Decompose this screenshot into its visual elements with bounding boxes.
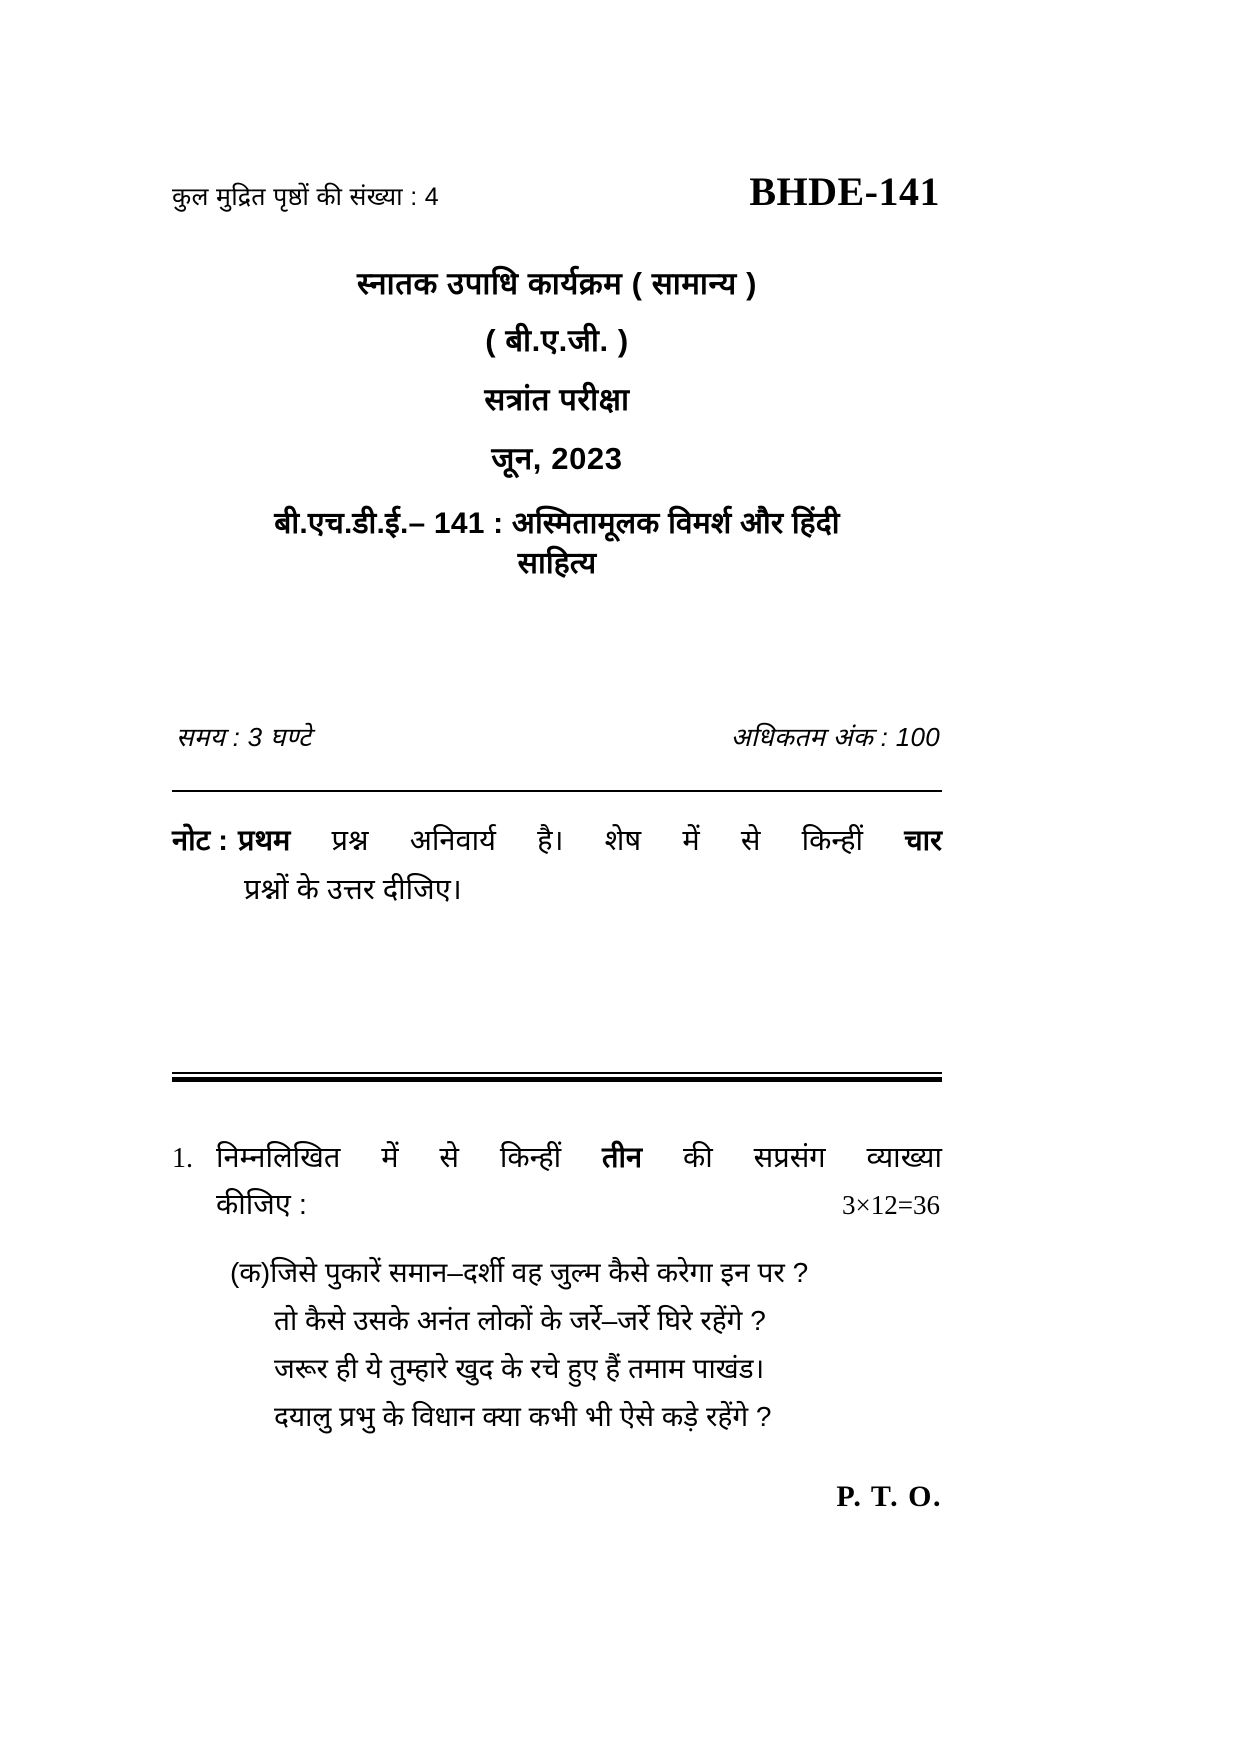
page-header <box>172 168 942 215</box>
question-1-text-part2: की सप्रसंग व्याख्या <box>682 1142 942 1174</box>
question-1-continuation: कीजिए : <box>216 1188 307 1221</box>
question-1-text-part1: निम्नलिखित में से किन्हीं <box>216 1142 562 1174</box>
divider-thick-line <box>172 1077 942 1082</box>
question-1-bold-word: तीन <box>602 1142 643 1174</box>
exam-duration: समय : 3 घण्टे <box>176 722 312 752</box>
question-list <box>172 1135 942 1442</box>
question-1-stanza-ka <box>230 1249 942 1442</box>
divider-thin-line <box>172 1072 942 1074</box>
note-text <box>238 818 942 865</box>
exam-note-block <box>172 818 942 914</box>
programme-name: स्नातक उपाधि कार्यक्रम ( सामान्य ) <box>356 266 758 301</box>
exam-type: सत्रांत परीक्षा <box>484 382 630 417</box>
programme-abbreviation: ( बी.ए.जी. ) <box>485 323 629 358</box>
stanza-line-2: तो कैसे उसके अनंत लोकों के जर्रे–जर्रे घिरे रहेंगे ? <box>274 1305 766 1337</box>
note-label: नोट : <box>172 825 228 857</box>
printed-pages-count: कुल मुद्रित पृष्ठों की संख्या : 4 <box>172 183 439 211</box>
course-code: BHDE-141 <box>749 169 940 214</box>
stanza-line-1: जिसे पुकारें समान–दर्शी वह जुल्म कैसे करेगा इन पर ? <box>270 1256 809 1288</box>
page-turn-over-label: P. T. O. <box>836 1480 942 1513</box>
note-second-line: प्रश्नों के उत्तर दीजिए। <box>244 873 462 906</box>
question-1-text <box>216 1135 942 1182</box>
note-bold-second: चार <box>904 825 942 857</box>
paper-title <box>172 504 942 583</box>
exam-maximum-marks: अधिकतम अंक : 100 <box>730 722 940 752</box>
question-1 <box>172 1135 942 1182</box>
paper-title-line-1: बी.एच.डी.ई.– 141 : अस्मितामूलक विमर्श और हिंदी <box>274 507 840 540</box>
note-first-line <box>172 818 942 865</box>
stanza-remaining-lines <box>274 1297 942 1441</box>
divider-above-note <box>172 790 942 792</box>
stanza-line-3: जरूर ही ये तुम्हारे खुद के रचे हुए हैं तमाम पाखंड। <box>274 1353 765 1385</box>
exam-title-block <box>172 268 942 583</box>
exam-session: जून, 2023 <box>491 441 623 476</box>
divider-double <box>172 1072 942 1080</box>
exam-meta-row <box>172 718 942 754</box>
question-1-continuation-row <box>216 1182 942 1229</box>
note-bold-first: प्रथम <box>237 825 291 857</box>
question-1-number: 1. <box>172 1143 193 1174</box>
paper-title-line-2: साहित्य <box>517 546 597 580</box>
note-text-part1: प्रश्न अनिवार्य है। शेष में से किन्हीं <box>331 825 864 857</box>
stanza-line-4: दयालु प्रभु के विधान क्या कभी भी ऐसे कड़े रहेंगे ? <box>274 1401 772 1433</box>
stanza-first-row <box>230 1249 942 1297</box>
stanza-label-ka: (क) <box>230 1256 271 1288</box>
question-1-marks: 3×12=36 <box>842 1189 940 1220</box>
